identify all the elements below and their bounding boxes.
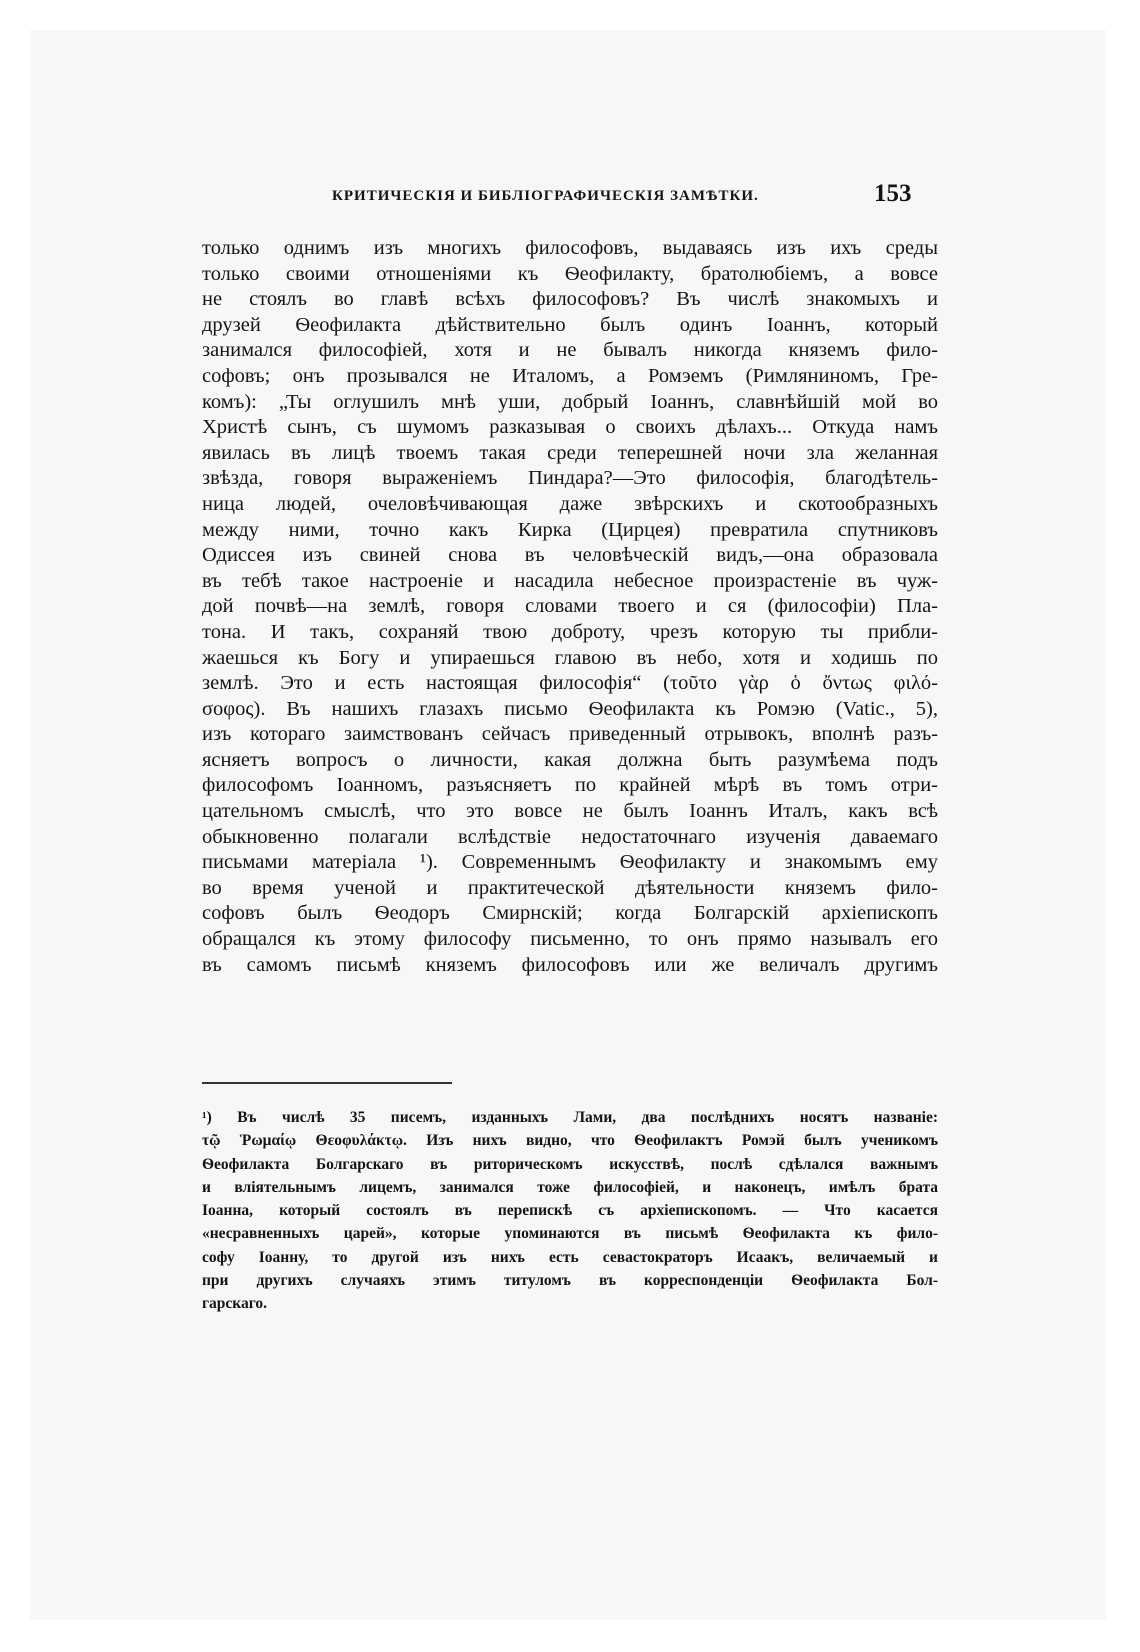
text-line: только своими отношеніями къ Ѳеофилакту, братолюбіемъ, а вовсе bbox=[202, 262, 938, 285]
text-line: звѣзда, говоря выраженіемъ Пиндара?—Это философія, благодѣтель- bbox=[202, 467, 938, 490]
footnote-line: τῷ Ῥωμαίῳ Θεοφυλάκτῳ. Изъ нихъ видно, что Ѳеофилактъ Ромэй былъ ученикомъ bbox=[202, 1132, 938, 1150]
text-line: друзей Ѳеофилакта дѣйствительно былъ одинъ Іоаннъ, который bbox=[202, 313, 938, 336]
text-line: Христѣ сынъ, съ шумомъ разказывая о своихъ дѣлахъ... Откуда намъ bbox=[202, 416, 938, 439]
footnote-line: Ѳеофилакта Болгарскаго въ риторическомъ искусствѣ, послѣ сдѣлался важнымъ bbox=[202, 1155, 938, 1173]
text-line: землѣ. Это и есть настоящая философія“ (τοῦτο γὰρ ὁ ὄντως φιλό- bbox=[202, 672, 938, 695]
text-line: ясняетъ вопросъ о личности, какая должна быть разумѣема подъ bbox=[202, 748, 938, 771]
footnote-line: гарскаго. bbox=[202, 1295, 268, 1313]
footnote-divider bbox=[202, 1082, 452, 1084]
text-line: обращался къ этому философу письменно, то онъ прямо называлъ его bbox=[202, 928, 938, 951]
text-line: Одиссея изъ свиней снова въ человѣческій видъ,—она образовала bbox=[202, 544, 938, 567]
text-line: тона. И такъ, сохраняй твою доброту, чрезъ которую ты прибли- bbox=[202, 620, 938, 643]
text-line: между ними, точно какъ Кирка (Цирцея) превратила спутниковъ bbox=[202, 518, 938, 541]
text-line: письмами матеріала ¹). Современнымъ Ѳеофилакту и знакомымъ ему bbox=[202, 851, 938, 874]
text-line: въ тебѣ такое настроеніе и насадила небесное произрастеніе въ чуж- bbox=[202, 569, 938, 592]
text-line: жаешься къ Богу и упираешься главою въ небо, хотя и ходишь по bbox=[202, 646, 938, 669]
text-line: софовъ былъ Ѳеодоръ Смирнскій; когда Болгарскій архіепископъ bbox=[202, 902, 938, 925]
text-line: комъ): „Ты оглушилъ мнѣ уши, добрый Іоаннъ, славнѣйшій мой во bbox=[202, 390, 938, 413]
running-title: КРИТИЧЕСКІЯ И БИБЛІОГРАФИЧЕСКІЯ ЗАМѢТКИ. bbox=[332, 188, 759, 204]
footnote-line: ¹) Въ числѣ 35 писемъ, изданныхъ Лами, два послѣднихъ носятъ названіе: bbox=[202, 1109, 938, 1126]
main-text bbox=[202, 236, 938, 978]
footnote-line: софу Іоанну, то другой изъ нихъ есть севастократоръ Исаакъ, величаемый и bbox=[202, 1248, 938, 1266]
page-number: 153 bbox=[874, 180, 912, 207]
footnote-line: «несравненныхъ царей», которые упоминаются въ письмѣ Ѳеофилакта къ фило- bbox=[202, 1225, 938, 1243]
text-line: явилась въ лицѣ твоемъ такая среди теперешней ночи зла желанная bbox=[202, 441, 938, 464]
text-line: ница людей, очеловѣчивающая даже звѣрскихъ и скотообразныхъ bbox=[202, 492, 938, 515]
text-line: занимался философіей, хотя и не бывалъ никогда княземъ фило- bbox=[202, 339, 938, 362]
text-line: σοφος). Въ нашихъ глазахъ письмо Ѳеофилакта къ Ромэю (Vatic., 5), bbox=[202, 697, 938, 720]
text-line: обыкновенно полагали вслѣдствіе недостаточнаго изученія даваемаго bbox=[202, 825, 938, 848]
footnote-line: при другихъ случаяхъ этимъ титуломъ въ корреспонденціи Ѳеофилакта Бол- bbox=[202, 1272, 938, 1290]
text-line: не стоялъ во главѣ всѣхъ философовъ? Въ числѣ знакомыхъ и bbox=[202, 288, 938, 311]
text-line: во время ученой и практитеческой дѣятельности княземъ фило- bbox=[202, 876, 938, 899]
text-line: философомъ Іоанномъ, разъясняетъ по крайней мѣрѣ въ томъ отри- bbox=[202, 774, 938, 797]
footnote bbox=[202, 1106, 938, 1316]
footnote-line: Іоанна, который состоялъ въ перепискѣ съ архіепископомъ. — Что касается bbox=[202, 1202, 938, 1220]
text-line: изъ котораго заимствованъ сейчасъ приведенный отрывокъ, вполнѣ разъ- bbox=[202, 723, 938, 746]
text-line: дой почвѣ—на землѣ, говоря словами твоего и ся (философіи) Пла- bbox=[202, 595, 938, 618]
text-line: только однимъ изъ многихъ философовъ, выдаваясь изъ ихъ среды bbox=[202, 237, 938, 259]
text-line: въ самомъ письмѣ княземъ философовъ или же величалъ другимъ bbox=[202, 953, 938, 976]
footnote-line: и вліятельнымъ лицемъ, занимался тоже философіей, и наконецъ, имѣлъ брата bbox=[202, 1178, 938, 1196]
text-line: цательномъ смыслѣ, что это вовсе не былъ Іоаннъ Италъ, какъ всѣ bbox=[202, 800, 938, 823]
text-line: софовъ; онъ прозывался не Италомъ, а Ромэемъ (Римляниномъ, Гре- bbox=[202, 364, 938, 387]
